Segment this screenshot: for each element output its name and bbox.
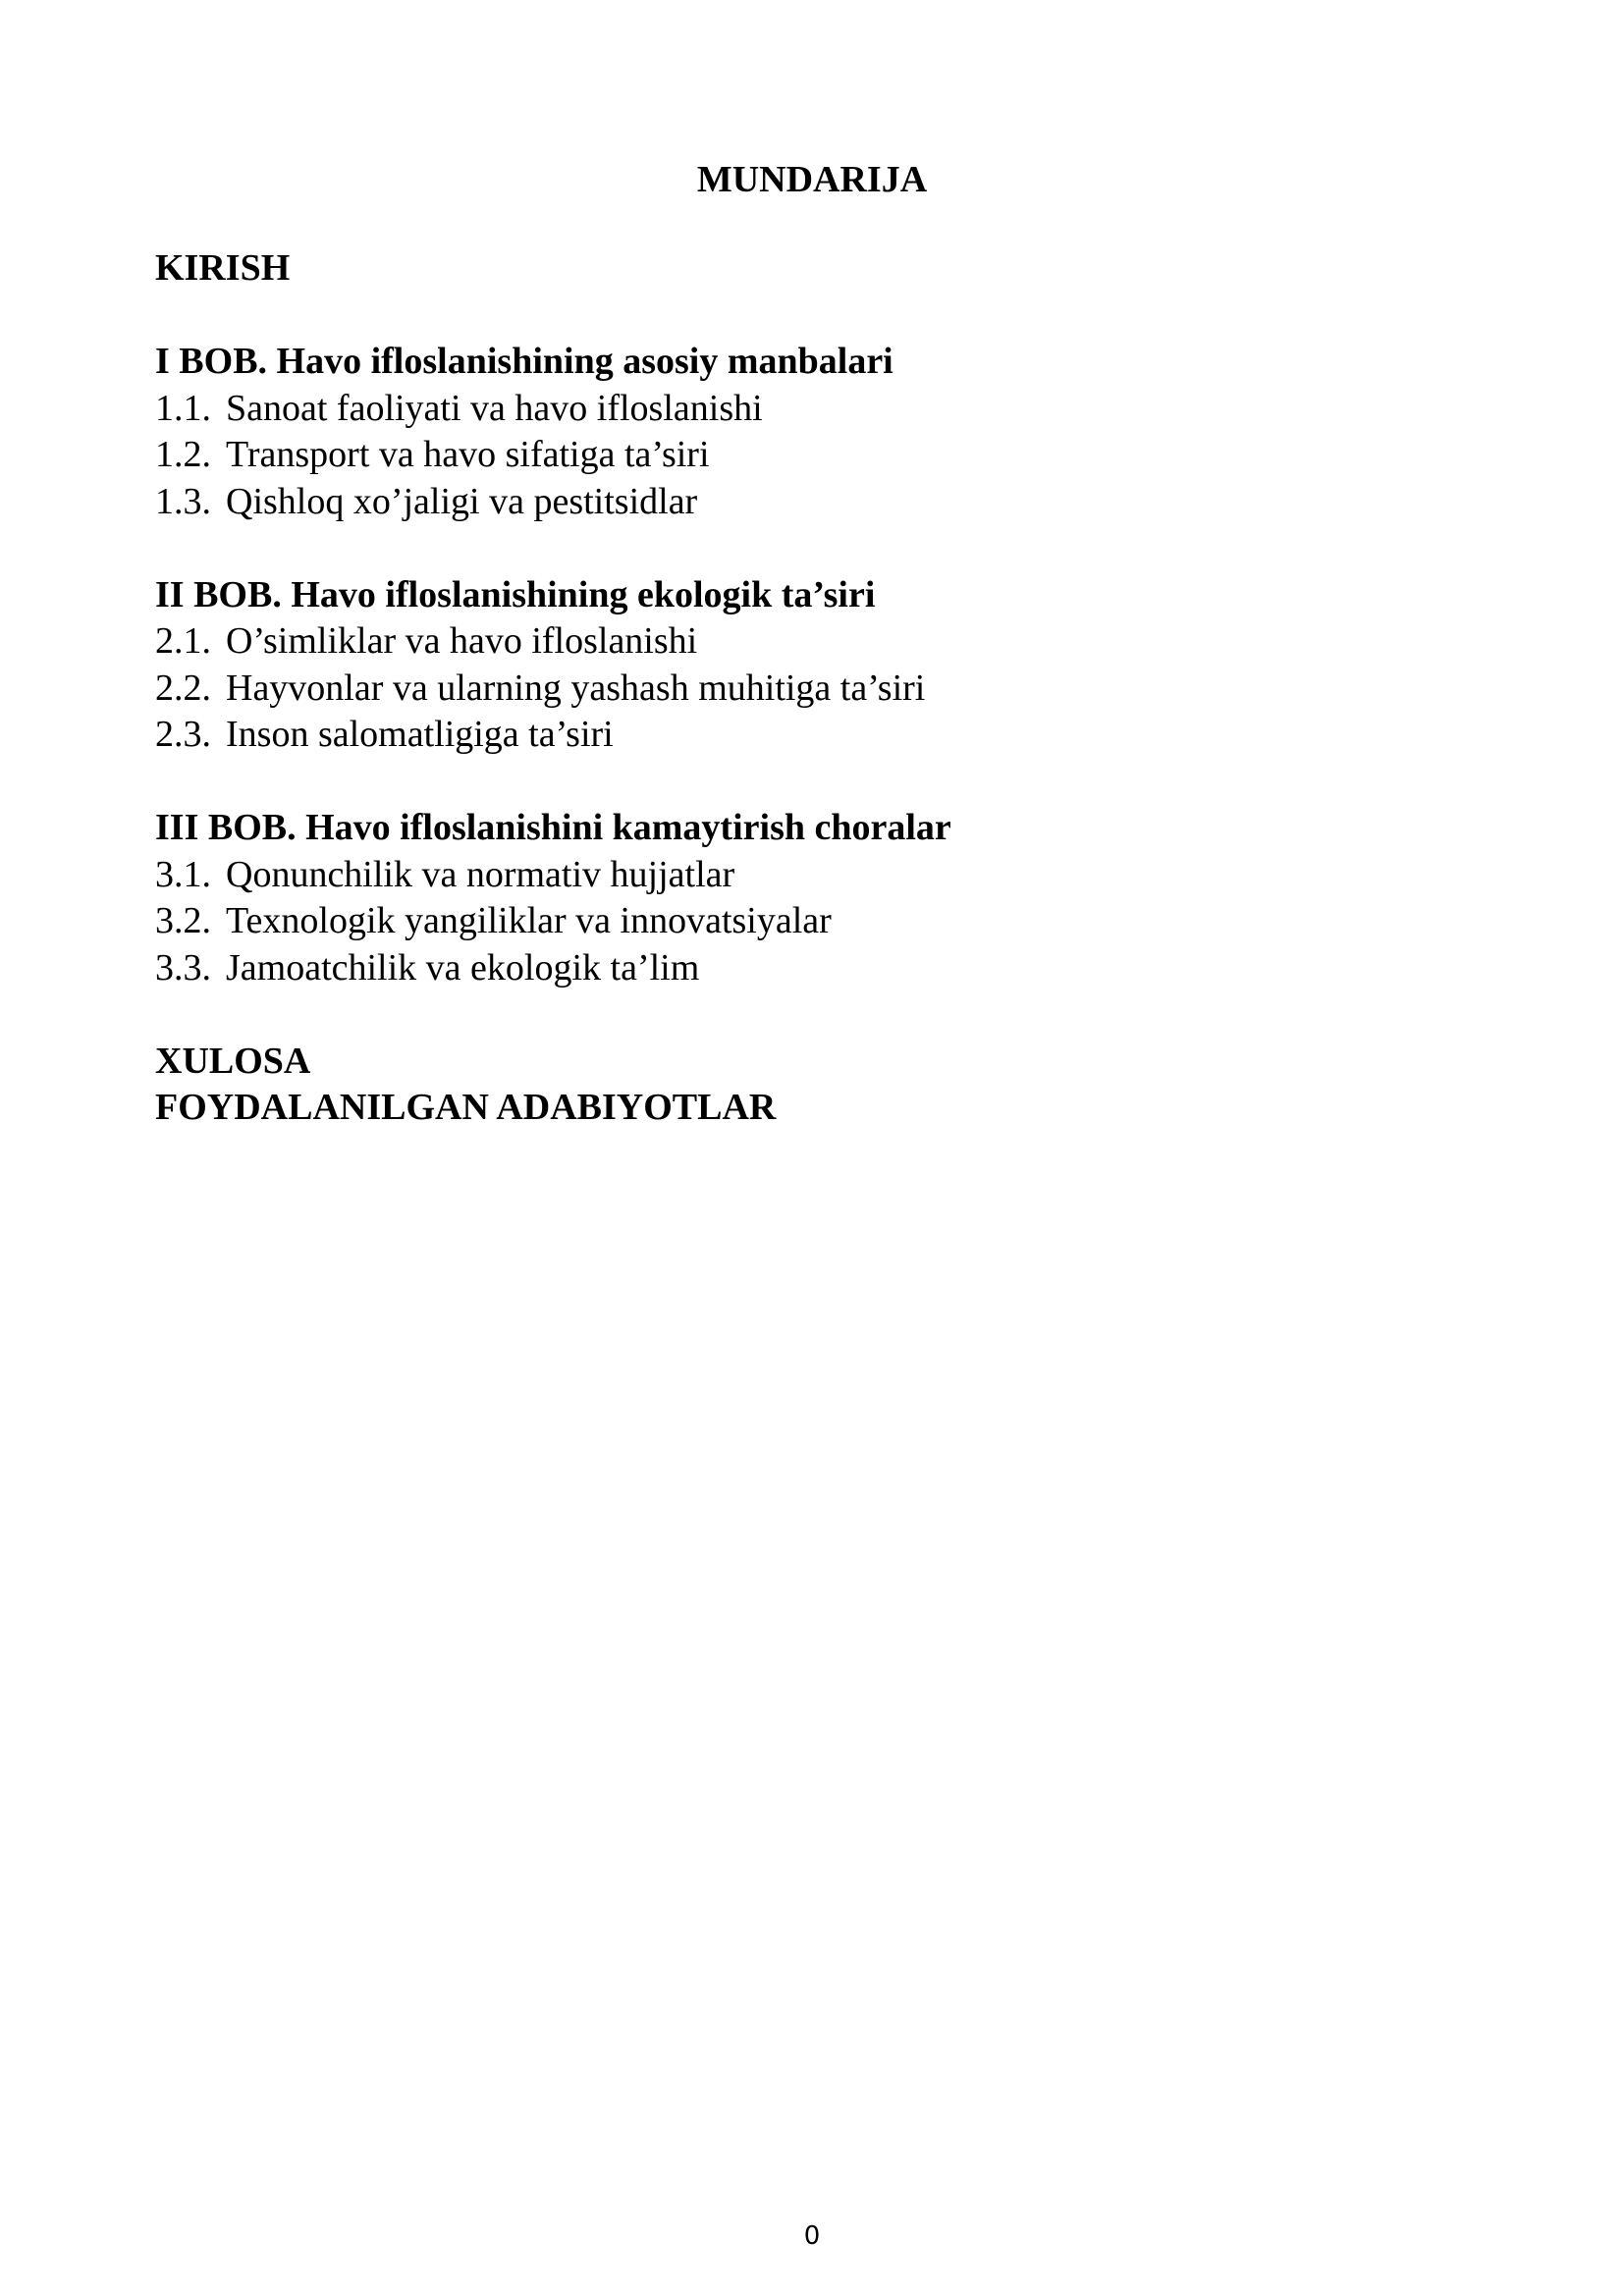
section-number: 2.2. (155, 667, 211, 709)
section-title: Qonunchilik va normativ hujjatlar (226, 853, 735, 895)
toc-section (155, 432, 1471, 479)
section-number: 1.3. (155, 480, 211, 522)
toc-section (155, 666, 1471, 713)
page-title (0, 156, 1624, 203)
section-title: Qishloq xo’jaligi va pestitsidlar (226, 480, 698, 522)
section-title: Jamoatchilik va ekologik ta’lim (226, 946, 700, 988)
section-number: 3.2. (155, 900, 211, 941)
section-number: 2.3. (155, 714, 211, 755)
chapter-2-heading: II BOB. Havo ifloslanishining ekologik ta’siri (155, 573, 876, 615)
section-title: Inson salomatligiga ta’siri (226, 714, 614, 755)
toc-conclusion: XULOSA (155, 1040, 311, 1082)
table-of-contents (155, 245, 1471, 1132)
section-title: Texnologik yangiliklar va innovatsiyalar (226, 900, 832, 941)
section-number: 3.3. (155, 946, 211, 988)
toc-section (155, 386, 1471, 433)
toc-section (155, 479, 1471, 526)
toc-references: FOYDALANILGAN ADABIYOTLAR (155, 1087, 777, 1128)
toc-intro: KIRISH (155, 247, 291, 289)
section-number: 1.2. (155, 434, 211, 475)
section-number: 3.1. (155, 853, 211, 895)
toc-section (155, 712, 1471, 759)
toc-section (155, 898, 1471, 945)
section-number: 1.1. (155, 387, 211, 429)
section-title: O’simliklar va havo ifloslanishi (226, 620, 698, 662)
chapter-1-heading: I BOB. Havo ifloslanishining asosiy manbalari (155, 341, 893, 382)
toc-section (155, 618, 1471, 666)
section-title: Transport va havo sifatiga ta’siri (226, 434, 710, 475)
section-title: Hayvonlar va ularning yashash muhitiga ta’siri (226, 667, 926, 709)
chapter-3-heading: III BOB. Havo ifloslanishini kamaytirish choralar (155, 807, 951, 848)
toc-section (155, 852, 1471, 899)
section-number: 2.1. (155, 620, 211, 662)
toc-section (155, 945, 1471, 992)
section-title: Sanoat faoliyati va havo ifloslanishi (226, 387, 763, 429)
page-number: 0 (803, 2221, 821, 2251)
toc-title: MUNDARIJA (696, 159, 928, 200)
